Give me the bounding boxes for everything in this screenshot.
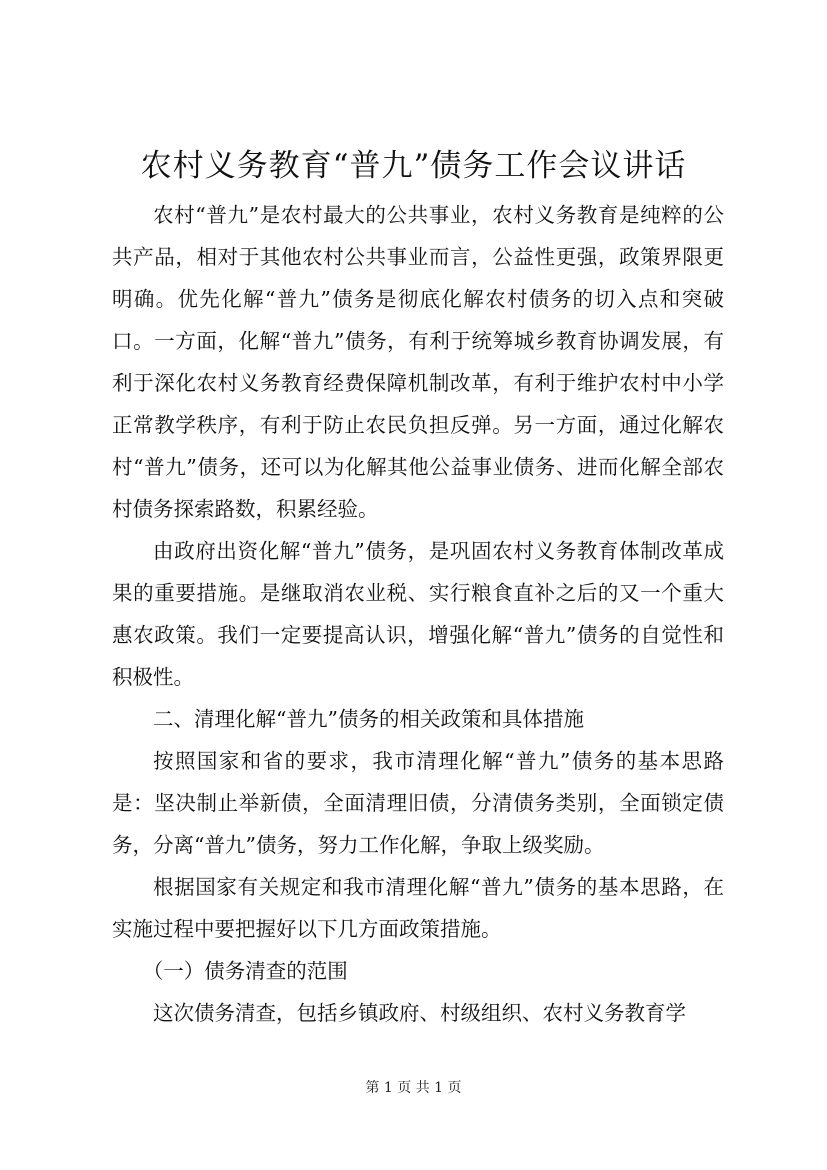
paragraph-1: 农村“普九”是农村最大的公共事业，农村义务教育是纯粹的公共产品，相对于其他农村公共事业而言，公益性更强，政策界限更明确。优先化解“普九”债务是彻底化解农村债务的切入点和突破口。一方面，化解“普九”债务，有利于统筹城乡教育协调发展，有利于深化农村义务教育经费保障机制改革，有利于维护农村中小学正常教学秩序，有利于防止农民负担反弹。另一方面，通过化解农村“普九”债务，还可以为化解其他公益事业债务、进而化解全部农村债务探索路数，积累经验。 — [112, 203, 724, 521]
paragraph-5: 这次债务清查，包括乡镇政府、村级组织、农村义务教育学 — [153, 1001, 686, 1025]
document-body — [112, 194, 724, 1034]
paragraph-4: 根据国家有关规定和我市清理化解“普九”债务的基本思路，在实施过程中要把握好以下几方面政策措施。 — [112, 875, 724, 941]
paragraph-2: 由政府出资化解“普九”债务，是巩固农村义务教育体制改革成果的重要措施。是继取消农业税、实行粮食直补之后的又一个重大惠农政策。我们一定要提高认识，增强化解“普九”债务的自觉性和积极性。 — [112, 539, 724, 689]
subsection-heading-1: （一）债务清查的范围 — [142, 959, 348, 983]
paragraph-3: 按照国家和省的要求，我市清理化解“普九”债务的基本思路是：坚决制止举新债，全面清理旧债，分清债务类别，全面锁定债务，分离“普九”债务，努力工作化解，争取上级奖励。 — [112, 749, 724, 857]
section-heading-2: 二、清理化解“普九”债务的相关政策和具体措施 — [153, 707, 584, 731]
page-number-footer: 第 1 页 共 1 页 — [365, 1080, 462, 1096]
document-title: 农村义务教育“普九”债务工作会议讲话 — [140, 148, 687, 184]
